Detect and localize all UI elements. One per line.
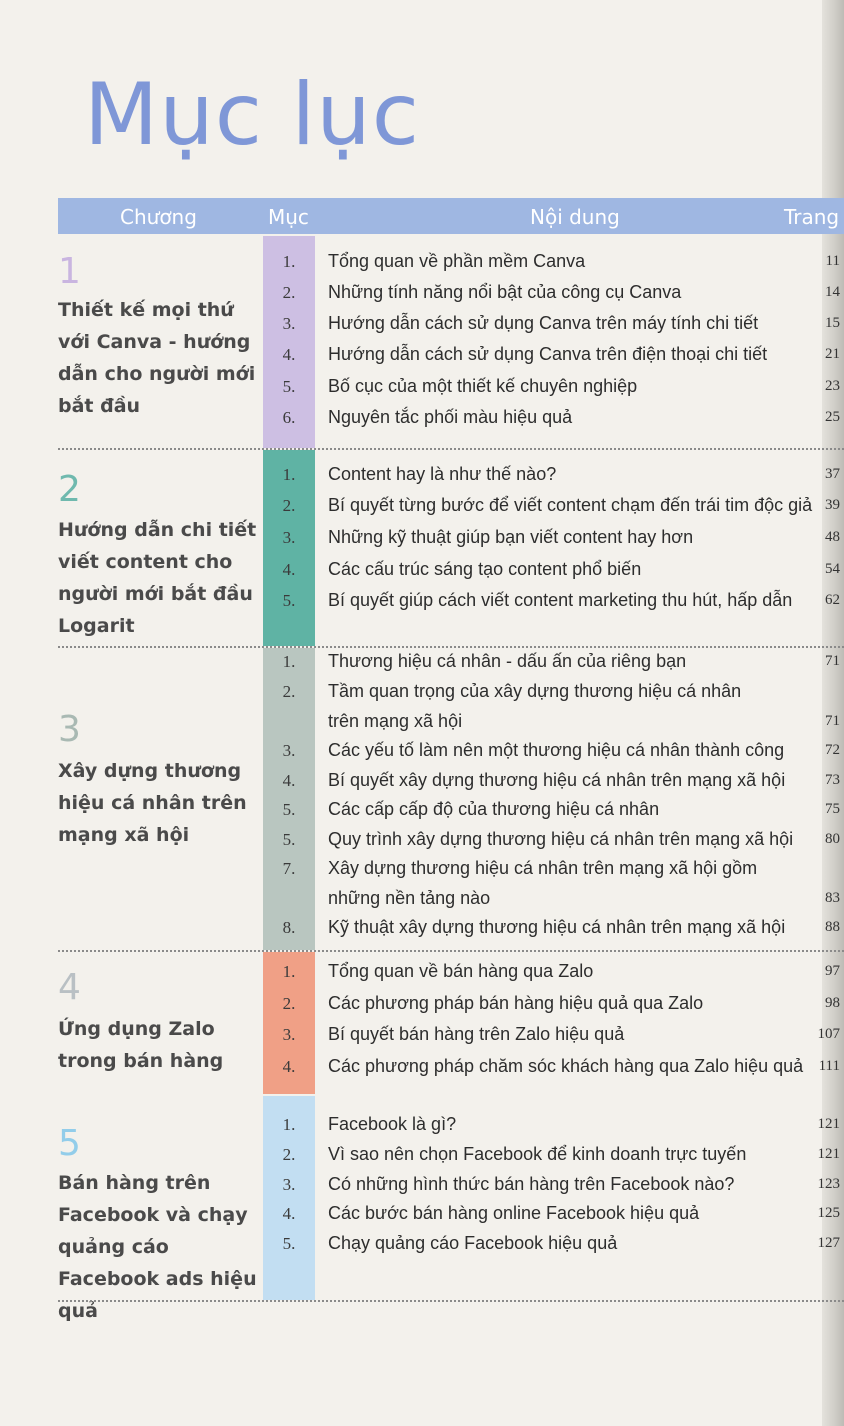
toc-row[interactable]	[0, 341, 844, 371]
item-number: 3.	[282, 1025, 296, 1044]
item-number: 2.	[282, 1145, 296, 1164]
item-page: 71	[825, 653, 840, 669]
toc-row[interactable]	[0, 914, 844, 944]
item-text: Content hay là như thế nào?	[328, 464, 557, 484]
item-page: 11	[825, 253, 840, 269]
toc-row[interactable]	[0, 737, 844, 767]
item-text: trên mạng xã hội	[328, 711, 463, 731]
item-page: 48	[825, 529, 840, 545]
header-page: Trang	[784, 205, 840, 229]
header-chapter: Chương	[120, 205, 197, 229]
toc-row[interactable]	[0, 767, 844, 797]
item-page: 15	[825, 315, 840, 331]
toc-row[interactable]	[0, 855, 844, 885]
item-page: 121	[817, 1116, 840, 1132]
item-number: 7.	[282, 859, 296, 878]
item-text: Hướng dẫn cách sử dụng Canva trên máy tính chi tiết	[328, 313, 759, 333]
item-page: 23	[825, 378, 840, 394]
page-title: Mục lục	[84, 65, 421, 165]
item-text: Vì sao nên chọn Facebook để kinh doanh trực tuyến	[328, 1144, 747, 1164]
item-number: 6.	[282, 408, 296, 427]
item-text: Bố cục của một thiết kế chuyên nghiệp	[328, 376, 638, 396]
item-number: 1.	[282, 465, 296, 484]
item-number: 1.	[282, 962, 296, 981]
item-page: 98	[825, 995, 840, 1011]
item-page: 127	[817, 1235, 840, 1251]
item-text: Bí quyết giúp cách viết content marketing thu hút, hấp dẫn	[328, 590, 793, 610]
item-number: 5.	[282, 830, 296, 849]
toc-row[interactable]	[0, 796, 844, 826]
item-number: 8.	[282, 918, 296, 937]
item-number: 5.	[282, 800, 296, 819]
item-page: 75	[825, 801, 840, 817]
item-text: Tổng quan về bán hàng qua Zalo	[328, 961, 594, 981]
item-page: 39	[825, 497, 840, 513]
item-page: 72	[825, 742, 840, 758]
item-page: 71	[825, 713, 840, 729]
item-text: Nguyên tắc phối màu hiệu quả	[328, 407, 573, 427]
toc-row[interactable]	[0, 492, 844, 522]
item-number: 3.	[282, 528, 296, 547]
toc-row[interactable]	[0, 826, 844, 856]
item-text: Hướng dẫn cách sử dụng Canva trên điện thoại chi tiết	[328, 344, 768, 364]
item-text: Tầm quan trọng của xây dựng thương hiệu cá nhân	[328, 681, 742, 701]
item-number: 5.	[282, 377, 296, 396]
item-text: Các phương pháp chăm sóc khách hàng qua Zalo hiệu quả	[328, 1056, 804, 1076]
item-number: 1.	[282, 1115, 296, 1134]
item-number: 5.	[282, 1234, 296, 1253]
item-text: Những tính năng nổi bật của công cụ Canva	[328, 282, 682, 302]
section-divider	[58, 1300, 844, 1302]
item-page: 88	[825, 919, 840, 935]
item-page: 14	[825, 284, 840, 300]
item-number: 3.	[282, 1175, 296, 1194]
toc-row[interactable]	[0, 1230, 844, 1260]
item-page: 123	[817, 1176, 840, 1192]
item-number: 3.	[282, 741, 296, 760]
toc-row[interactable]	[0, 1053, 844, 1083]
toc-row[interactable]	[0, 461, 844, 491]
toc-row[interactable]	[0, 708, 844, 738]
toc-row[interactable]	[0, 885, 844, 915]
item-number: 4.	[282, 345, 296, 364]
chapter-number: 2	[58, 469, 81, 510]
toc-row[interactable]	[0, 1111, 844, 1141]
item-text: Chạy quảng cáo Facebook hiệu quả	[328, 1233, 618, 1253]
item-text: Bí quyết từng bước để viết content chạm đến trái tim độc giả	[328, 495, 813, 515]
section-divider	[58, 448, 844, 450]
toc-row[interactable]	[0, 648, 844, 678]
item-text: Quy trình xây dựng thương hiệu cá nhân trên mạng xã hội	[328, 829, 794, 849]
toc-row[interactable]	[0, 1021, 844, 1051]
item-number: 2.	[282, 496, 296, 515]
chapter-title: Bán hàng trên Facebook và chạy quảng cáo Facebook ads hiệu quả	[58, 1172, 257, 1322]
toc-row[interactable]	[0, 248, 844, 278]
item-text: Bí quyết bán hàng trên Zalo hiệu quả	[328, 1024, 625, 1044]
chapter-title: Ứng dụng Zalo trong bán hàng	[58, 1018, 224, 1072]
item-page: 25	[825, 409, 840, 425]
toc-row[interactable]	[0, 678, 844, 708]
item-page: 80	[825, 831, 840, 847]
toc-row[interactable]	[0, 524, 844, 554]
toc-row[interactable]	[0, 1200, 844, 1230]
item-text: Các yếu tố làm nên một thương hiệu cá nhân thành công	[328, 740, 785, 760]
toc-row[interactable]	[0, 587, 844, 617]
header-section: Mục	[268, 205, 309, 229]
item-page: 21	[825, 346, 840, 362]
toc-row[interactable]	[0, 556, 844, 586]
header-content: Nội dung	[530, 205, 620, 229]
item-number: 2.	[282, 283, 296, 302]
item-number: 1.	[282, 252, 296, 271]
item-number: 2.	[282, 994, 296, 1013]
chapter-title: Hướng dẫn chi tiết viết content cho người mới bắt đầu Logarit	[58, 519, 257, 637]
toc-row[interactable]	[0, 279, 844, 309]
item-text: Các cấu trúc sáng tạo content phổ biến	[328, 559, 642, 579]
toc-row[interactable]	[0, 990, 844, 1020]
section-divider	[58, 950, 844, 952]
item-page: 107	[817, 1026, 840, 1042]
item-text: Tổng quan về phần mềm Canva	[328, 251, 586, 271]
item-text: Thương hiệu cá nhân - dấu ấn của riêng bạn	[328, 651, 687, 671]
item-page: 37	[825, 466, 840, 482]
item-number: 4.	[282, 771, 296, 790]
item-text: những nền tảng nào	[328, 888, 491, 908]
toc-row[interactable]	[0, 373, 844, 403]
chapter-number: 5	[58, 1123, 81, 1164]
item-number: 5.	[282, 591, 296, 610]
item-text: Những kỹ thuật giúp bạn viết content hay hơn	[328, 527, 694, 547]
item-text: Kỹ thuật xây dựng thương hiệu cá nhân trên mạng xã hội	[328, 917, 786, 937]
item-number: 4.	[282, 1057, 296, 1076]
item-page: 73	[825, 772, 840, 788]
item-text: Các cấp cấp độ của thương hiệu cá nhân	[328, 799, 660, 819]
item-page: 111	[818, 1058, 840, 1074]
item-number: 2.	[282, 682, 296, 701]
table-header	[58, 198, 844, 234]
item-number: 4.	[282, 560, 296, 579]
item-page: 97	[825, 963, 840, 979]
toc-row[interactable]	[0, 404, 844, 434]
item-page: 125	[817, 1205, 840, 1221]
toc-row[interactable]	[0, 310, 844, 340]
item-text: Có những hình thức bán hàng trên Facebook nào?	[328, 1174, 735, 1194]
item-number: 4.	[282, 1204, 296, 1223]
item-text: Facebook là gì?	[328, 1114, 457, 1134]
item-page: 83	[825, 890, 840, 906]
chapter-number: 3	[58, 709, 81, 750]
chapter-title: Thiết kế mọi thứ với Canva - hướng dẫn cho người mới bắt đầu	[58, 299, 256, 417]
item-number: 3.	[282, 314, 296, 333]
item-page: 62	[825, 592, 840, 608]
item-text: Các phương pháp bán hàng hiệu quả qua Zalo	[328, 993, 704, 1013]
toc-row[interactable]	[0, 1141, 844, 1171]
chapter-number: 4	[58, 967, 81, 1008]
item-page: 54	[825, 561, 840, 577]
item-text: Các bước bán hàng online Facebook hiệu quả	[328, 1203, 700, 1223]
item-text: Bí quyết xây dựng thương hiệu cá nhân trên mạng xã hội	[328, 770, 786, 790]
item-page: 121	[817, 1146, 840, 1162]
chapter-title: Xây dựng thương hiệu cá nhân trên mạng xã hội	[58, 760, 247, 846]
item-text: Xây dựng thương hiệu cá nhân trên mạng xã hội gồm	[328, 858, 758, 878]
toc-row[interactable]	[0, 1171, 844, 1201]
chapter-number: 1	[58, 251, 81, 292]
toc-row[interactable]	[0, 958, 844, 988]
item-number: 1.	[282, 652, 296, 671]
